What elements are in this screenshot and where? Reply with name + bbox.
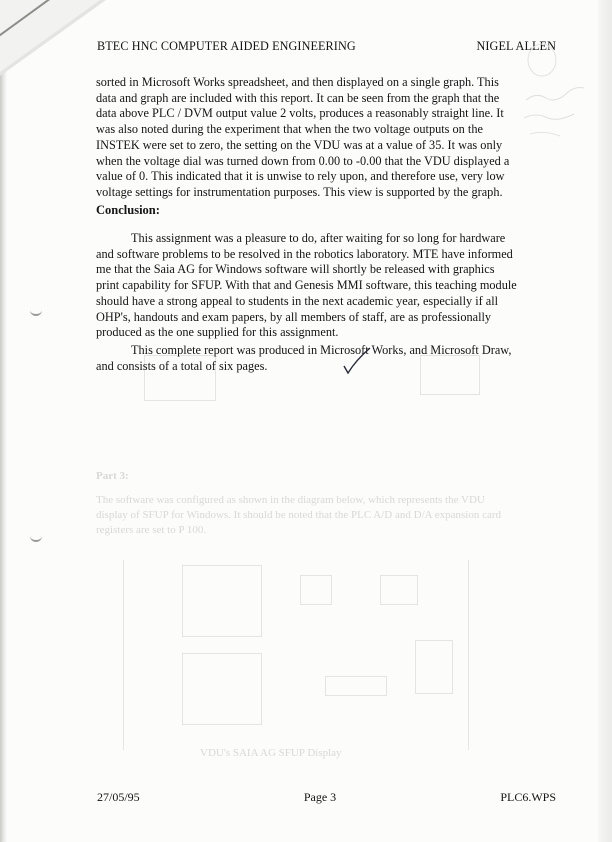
- ghost-line-right: [468, 560, 469, 750]
- text-line: OHP's, handouts and exam papers, by all members of staff, are as professionally: [96, 309, 492, 324]
- page-header: [97, 39, 556, 54]
- text-line: produced as the one supplied for this assignment.: [96, 325, 339, 340]
- punch-hole-icon: [30, 306, 42, 316]
- text-line: me that the Saia AG for Windows software will shortly be released with graphics: [96, 262, 495, 277]
- page-right-edge: [598, 0, 612, 842]
- header-author: NIGEL ALLEN: [476, 39, 556, 53]
- text-line: value of 0. This indicated that it is unwise to rely upon, and therefore use, very low: [96, 169, 505, 184]
- text-line: data and graph are included with this report. It can be seen from the graph that the: [96, 90, 500, 105]
- text-line: was also noted during the experiment that when the two voltage outputs on the: [96, 122, 483, 137]
- ghost-box-bottom: [325, 676, 387, 696]
- text-line: INSTEK were set to zero, the setting on the VDU was at a value of 35. It was only: [96, 137, 503, 152]
- text-line: This complete report was produced in Microsoft Works, and Microsoft Draw,: [131, 343, 512, 357]
- ghost-paragraph: The software was configured as shown in the diagram below, which represents the VDU display of SFUP for Windows. It should be noted that the PLC A/D and D/A expansion card registers are set to P 100.: [96, 494, 501, 536]
- text-line: voltage settings for instrumentation purposes. This view is supported by the graph.: [96, 184, 503, 199]
- footer-filename: PLC6.WPS: [500, 790, 556, 804]
- paragraph-conclusion: [96, 231, 517, 341]
- ghost-box-right: [415, 640, 453, 694]
- ghost-box-a: [300, 575, 332, 605]
- ghost-box-pcd-w1: [182, 565, 262, 637]
- text-line: and consists of a total of six pages.: [96, 358, 268, 373]
- page-footer: [97, 790, 556, 805]
- text-line: when the voltage dial was turned down from 0.00 to -0.00 that the VDU displayed a: [96, 153, 510, 168]
- margin-handwriting-icon: [520, 38, 592, 148]
- text-line: This assignment was a pleasure to do, after waiting for so long for hardware: [131, 231, 506, 245]
- paragraph-results: [96, 75, 508, 201]
- page-left-edge: [0, 70, 7, 842]
- text-line: should have a strong appeal to students in the next academic year, especially if all: [96, 293, 499, 308]
- ghost-part-heading: Part 3:: [96, 470, 129, 482]
- conclusion-heading: Conclusion:: [96, 203, 160, 217]
- text-line: print capability for SFUP. With that and Genesis MMI software, this teaching module: [96, 278, 517, 293]
- punch-hole-icon: [30, 532, 42, 542]
- handwritten-tick-icon: [340, 346, 374, 376]
- folded-corner-shade: [0, 0, 100, 72]
- text-line: and software problems to be resolved in the robotics laboratory. MTE have informed: [96, 246, 513, 261]
- ghost-line-left: [123, 560, 124, 750]
- footer-date: 27/05/95: [97, 790, 140, 804]
- text-line: sorted in Microsoft Works spreadsheet, and then displayed on a single graph. This: [96, 75, 499, 89]
- paragraph-report-info: [96, 343, 512, 374]
- ghost-box-pcd-w4: [182, 653, 262, 725]
- ghost-diagram-caption: VDU's SAIA AG SFUP Display: [200, 747, 342, 759]
- header-course-title: BTEC HNC COMPUTER AIDED ENGINEERING: [97, 39, 356, 53]
- footer-page-number: Page 3: [303, 790, 337, 804]
- text-line: data above PLC / DVM output value 2 volts, produces a reasonably straight line. It: [96, 106, 504, 121]
- ghost-box-sch: [380, 575, 418, 605]
